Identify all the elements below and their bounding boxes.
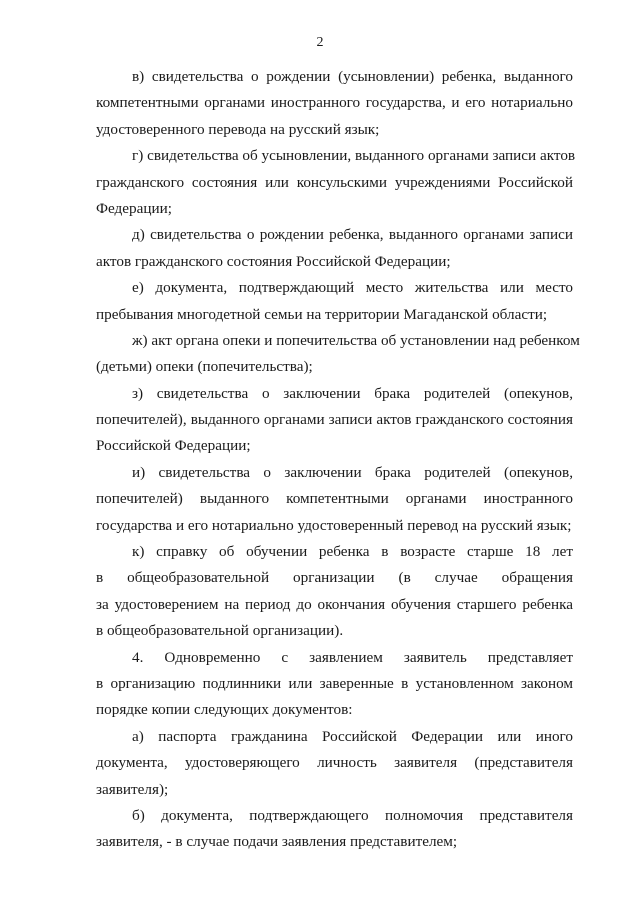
text-line: г) свидетельства об усыновлении, выданного органами записи актов (132, 147, 576, 165)
text-line: государства и его нотариально удостоверенный перевод на русский язык; (96, 516, 572, 534)
text-line: документа, удостоверяющего личность заявителя (представителя (96, 754, 573, 772)
text-line: попечителей), выданного органами записи актов гражданского состояния (96, 411, 573, 429)
page-number: 2 (316, 35, 324, 50)
text-line: ж) акт органа опеки и попечительства об установлении над ребенком (132, 331, 580, 349)
paragraph-e-residence-document (96, 275, 573, 328)
text-line: актов гражданского состояния Российской Федерации; (96, 252, 451, 270)
paragraph-z-marriage-certificate (96, 381, 573, 460)
paragraph-d-birth-certificate (96, 222, 573, 275)
text-line: в) свидетельства о рождении (усыновлении) ребенка, выданного (132, 68, 573, 85)
text-line: Федерации; (96, 199, 172, 217)
text-line: б) документа, подтверждающего полномочия представителя (132, 806, 573, 824)
text-line: гражданского состояния или консульскими учреждениями Российской (96, 173, 573, 191)
text-line: а) паспорта гражданина Российской Федерации или иного (132, 727, 573, 745)
text-line: и) свидетельства о заключении брака родителей (опекунов, (132, 463, 573, 481)
paragraph-a-passport (96, 724, 573, 803)
text-line: (детьми) опеки (попечительства); (96, 358, 313, 376)
paragraph-g-adoption-certificate (96, 143, 576, 222)
text-line: в общеобразовательной организации (в случае обращения (96, 569, 573, 587)
text-line: заявителя, - в случае подачи заявления представителем; (96, 833, 458, 851)
paragraph-zh-guardianship-act (96, 328, 580, 381)
text-line: заявителя); (96, 780, 169, 798)
text-line: к) справку об обучении ребенка в возрасте старше 18 лет (132, 543, 573, 561)
text-line: з) свидетельства о заключении брака родителей (опекунов, (132, 384, 573, 402)
document-body (96, 64, 580, 856)
text-line: компетентными органами иностранного государства, и его нотариально (96, 94, 573, 112)
text-line: в общеобразовательной организации). (96, 622, 344, 640)
text-line: за удостоверением на период до окончания обучения старшего ребенка (96, 595, 573, 613)
text-line: порядке копии следующих документов: (96, 701, 353, 719)
text-line: пребывания многодетной семьи на территории Магаданской области; (96, 305, 548, 323)
paragraph-4-original-documents (96, 645, 573, 724)
paragraph-i-marriage-certificate-foreign (96, 460, 573, 539)
paragraph-b-authority-document (96, 803, 573, 856)
paragraph-v-birth-certificate-foreign (96, 64, 573, 143)
text-line: 4. Одновременно с заявлением заявитель представляет (132, 648, 573, 666)
paragraph-k-education-certificate (96, 539, 573, 645)
text-line: д) свидетельства о рождении ребенка, выданного органами записи (132, 226, 573, 244)
text-line: Российской Федерации; (96, 437, 251, 455)
text-line: е) документа, подтверждающий место жительства или место (132, 279, 573, 297)
text-line: в организацию подлинники или заверенные в установленном законом (96, 674, 573, 692)
text-line: удостоверенного перевода на русский язык; (96, 120, 380, 138)
text-line: попечителей) выданного компетентными органами иностранного (96, 490, 573, 508)
